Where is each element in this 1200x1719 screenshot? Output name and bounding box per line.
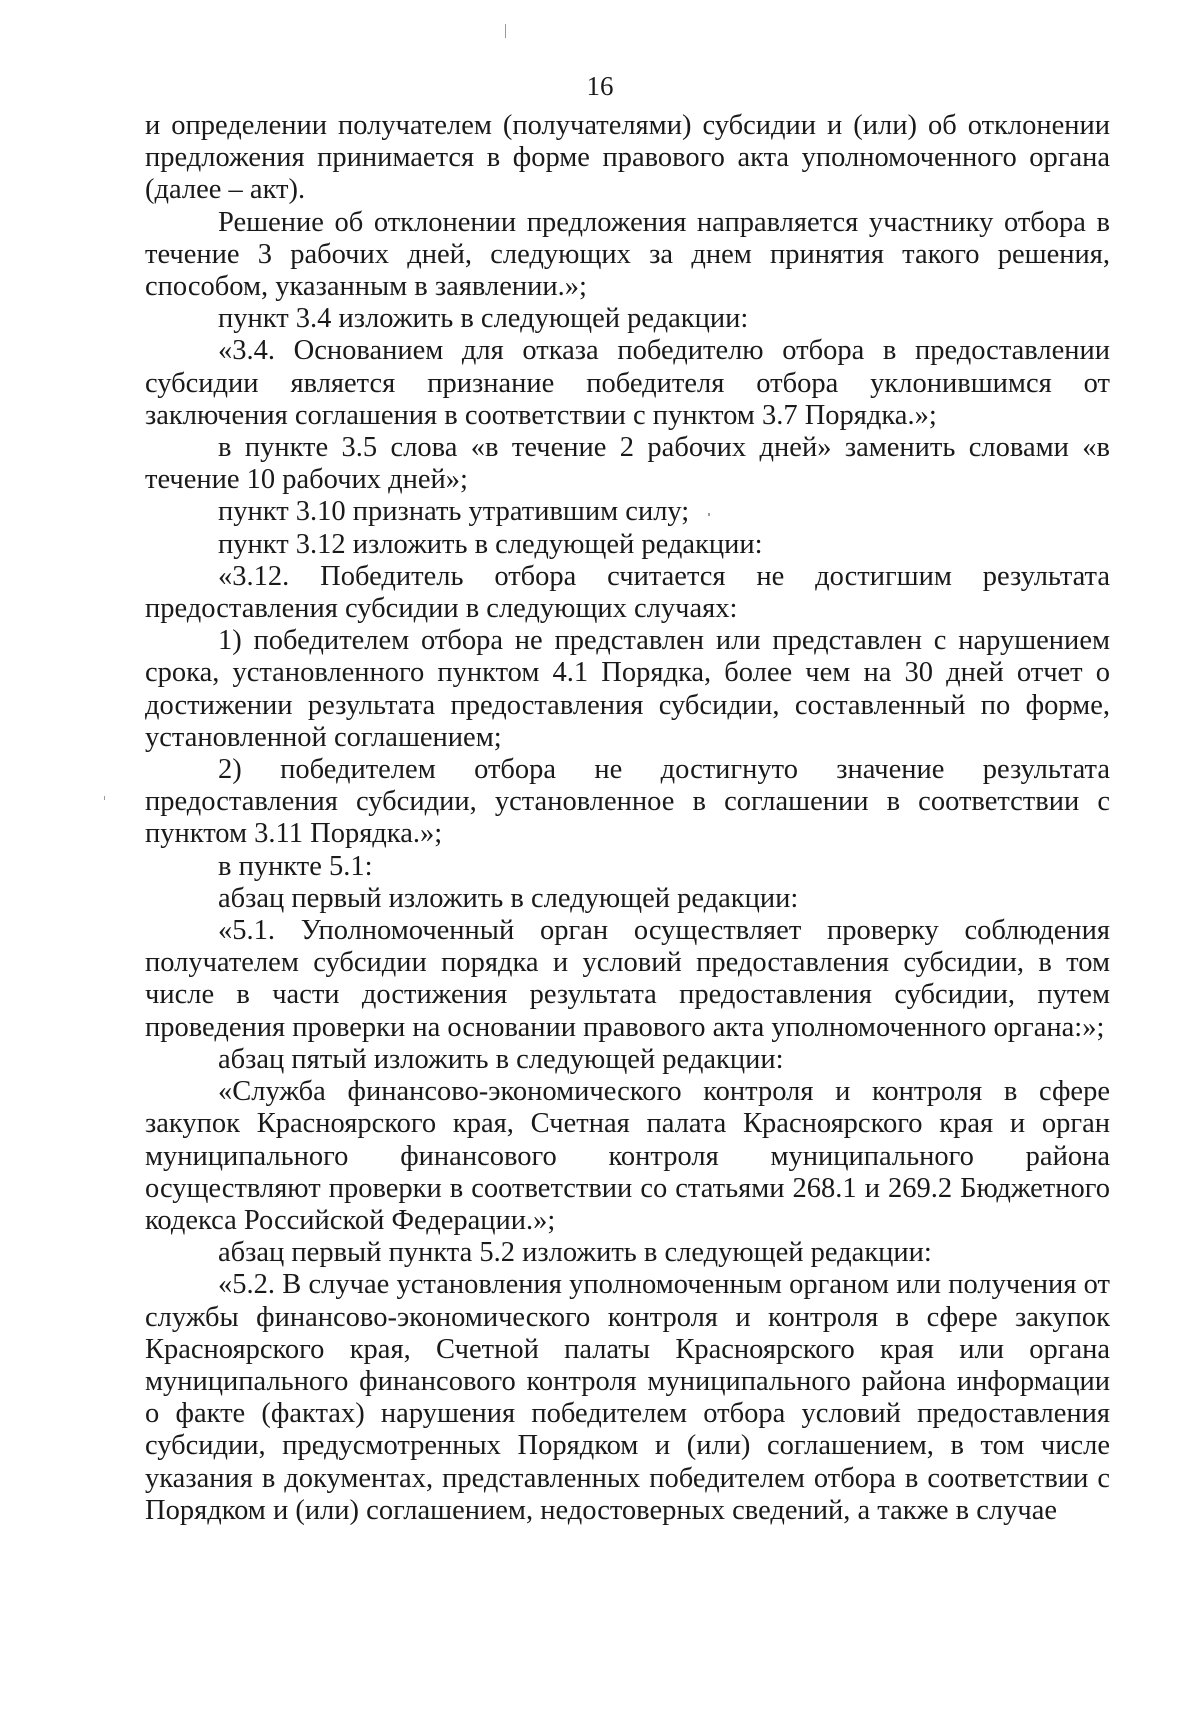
paragraph: «3.12. Победитель отбора считается не достигшим результата предоставления субсидии в следующих случаях: — [145, 560, 1110, 625]
paragraph: 2) победителем отбора не достигнуто значение результата предоставления субсидии, установленное в соглашении в соответствии с пунктом 3.11 Порядка.»; — [145, 754, 1110, 850]
paragraph: в пункте 5.1: — [218, 850, 373, 882]
paragraph: и определении получателем (получателями) субсидии и (или) об отклонении предложения принимается в форме правового акта уполномоченного органа (далее – акт). — [145, 110, 1110, 206]
paragraph: пункт 3.12 изложить в следующей редакции: — [218, 528, 763, 560]
page-number: 16 — [586, 71, 614, 101]
paragraph: «3.4. Основанием для отказа победителю отбора в предоставлении субсидии является признание победителя отбора уклонившимся от заключения соглашения в соответствии с пунктом 3.7 Порядка.»; — [145, 335, 1110, 431]
scan-artifact-mark — [104, 796, 105, 800]
paragraph: 1) победителем отбора не представлен или представлен с нарушением срока, установленного пунктом 4.1 Порядка, более чем на 30 дней отчет о достижении результата предоставления субсидии, составленный по форме, установленной соглашением; — [145, 625, 1110, 753]
paragraph: пункт 3.4 изложить в следующей редакции: — [218, 303, 749, 335]
paragraph: абзац первый пункта 5.2 изложить в следующей редакции: — [218, 1237, 932, 1269]
paragraph: «5.2. В случае установления уполномоченным органом или получения от службы финансово-экономического контроля и контроля в сфере закупок Красноярского края, Счетной палаты Красноярского края или органа муниципального финансового контроля муниципального района информации о факте (фактах) нарушения победителем отбора условий предоставления субсидии, предусмотренных Порядком и (или) соглашением, в том числе указания в документах, представленных победителем отбора в соответствии с Порядком и (или) соглашением, недостоверных сведений, а также в случае — [145, 1269, 1110, 1526]
paragraph: абзац первый изложить в следующей редакции: — [218, 882, 799, 914]
paragraph: пункт 3.10 признать утратившим силу; — [218, 496, 690, 528]
paragraph: Решение об отклонении предложения направляется участнику отбора в течение 3 рабочих дней, следующих за днем принятия такого решения, способом, указанным в заявлении.»; — [145, 206, 1110, 303]
paragraph: «5.1. Уполномоченный орган осуществляет проверку соблюдения получателем субсидии порядка и условий предоставления субсидии, в том числе в части достижения результата предоставления субсидии, путем проведения проверки на основании правового акта уполномоченного органа:»; — [145, 915, 1110, 1043]
paragraph: «Служба финансово-экономического контроля и контроля в сфере закупок Красноярского края, Счетная палата Красноярского края и орган муниципального финансового контроля муниципального района осуществляют проверки в соответствии со статьями 268.1 и 269.2 Бюджетного кодекса Российской Федерации.»; — [145, 1076, 1110, 1236]
paragraph: абзац пятый изложить в следующей редакции: — [218, 1043, 784, 1075]
paragraph: в пункте 3.5 слова «в течение 2 рабочих дней» заменить словами «в течение 10 рабочих дней»; — [145, 432, 1110, 496]
scan-artifact-mark — [505, 24, 506, 38]
document-body — [145, 110, 1110, 1527]
